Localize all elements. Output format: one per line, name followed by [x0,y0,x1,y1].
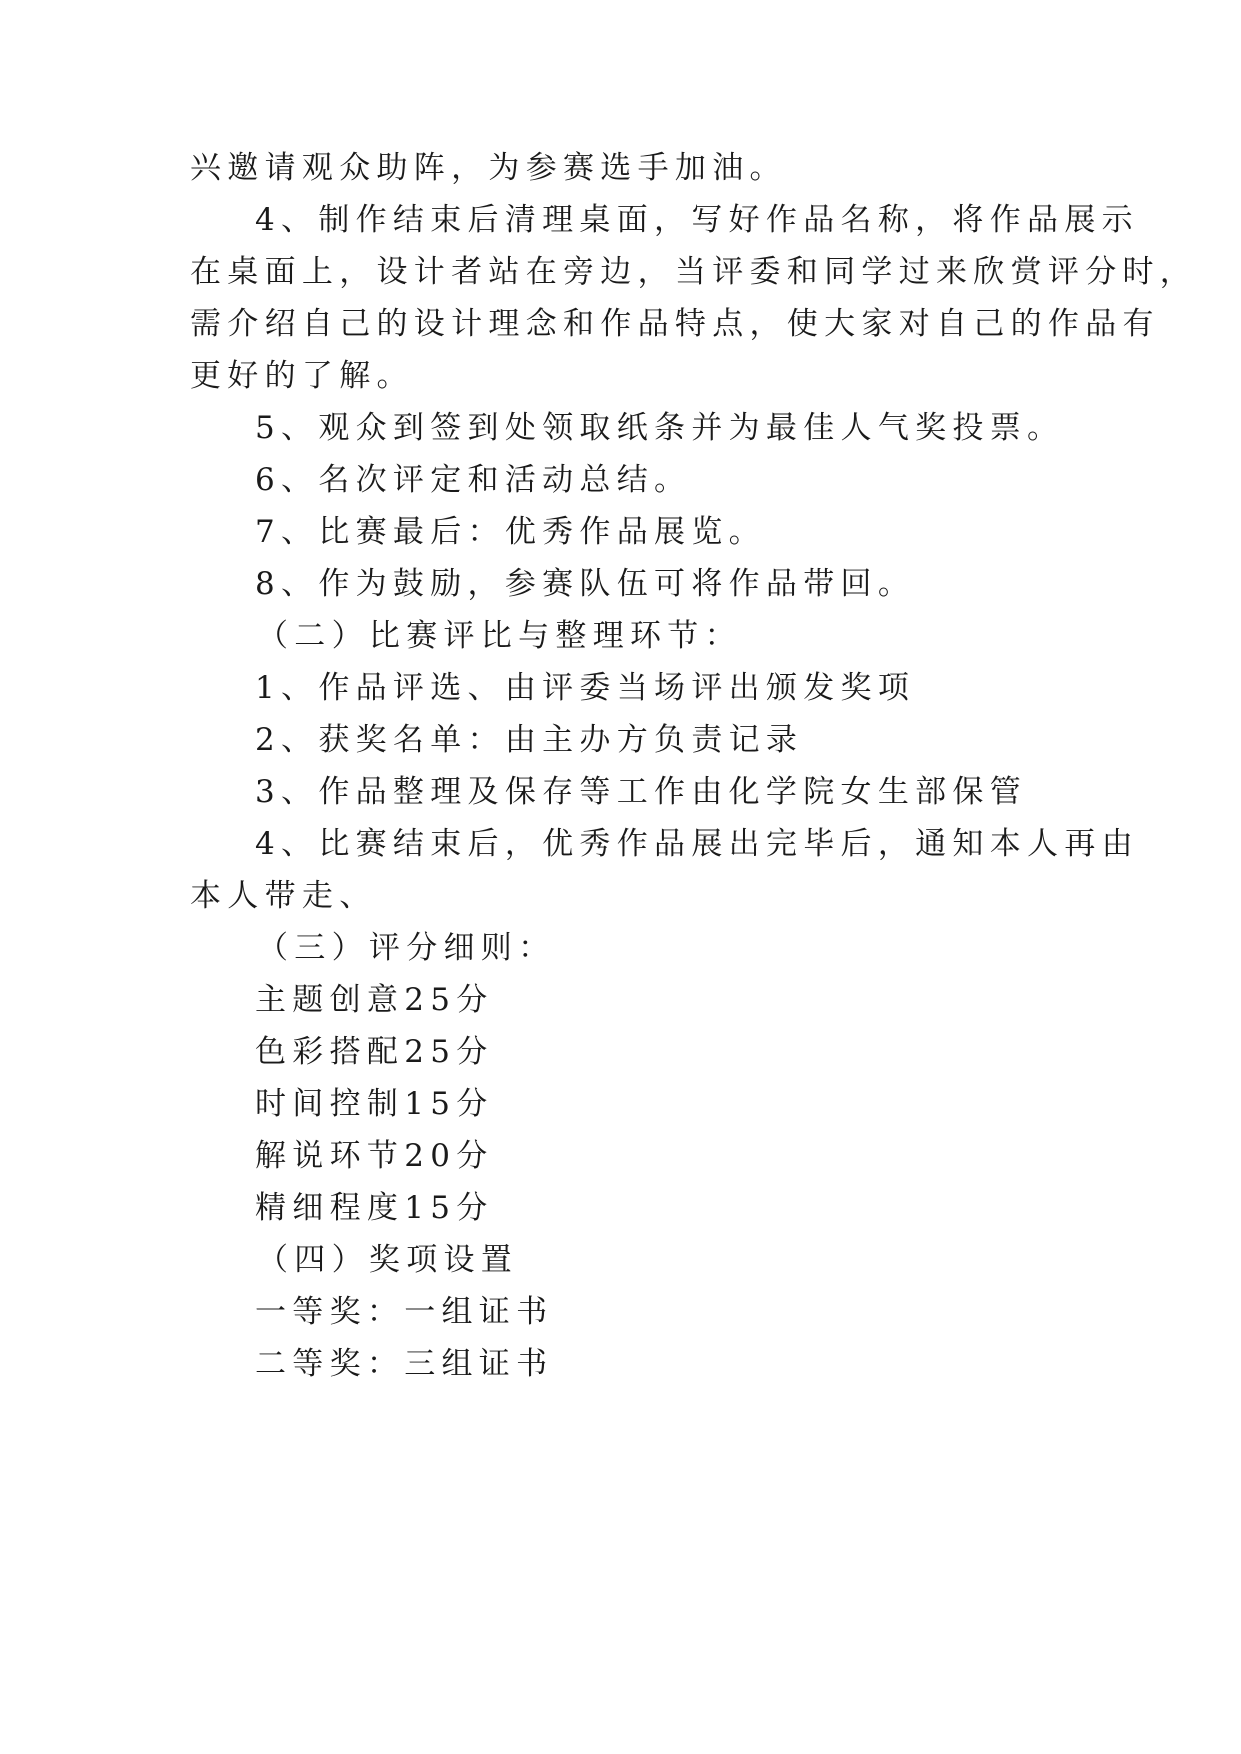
text-line: 本人带走、 [190,878,377,914]
text-line: 3、作品整理及保存等工作由化学院女生部保管 [255,774,1028,810]
scoring-item: 主题创意25分 [255,982,494,1018]
text-line: 6、名次评定和活动总结。 [255,462,692,498]
text-line: 兴邀请观众助阵，为参赛选手加油。 [190,150,787,186]
scoring-item: 时间控制15分 [255,1086,494,1122]
text-line: 更好的了解。 [190,358,414,394]
text-line: 在桌面上，设计者站在旁边，当评委和同学过来欣赏评分时， [190,254,1198,290]
text-line: 2、获奖名单：由主办方负责记录 [255,722,804,758]
text-line: 5、观众到签到处领取纸条并为最佳人气奖投票。 [255,410,1065,446]
section-heading: （四）奖项设置 [257,1242,519,1278]
scoring-item: 解说环节20分 [255,1138,494,1174]
text-line: 4、制作结束后清理桌面，写好作品名称，将作品展示 [255,202,1139,238]
text-line: 1、作品评选、由评委当场评出颁发奖项 [255,670,916,706]
scoring-item: 精细程度15分 [255,1190,494,1226]
text-line: 4、比赛结束后，优秀作品展出完毕后，通知本人再由 [255,826,1139,862]
scoring-item: 色彩搭配25分 [255,1034,494,1070]
award-item: 一等奖：一组证书 [255,1294,554,1330]
text-line: 8、作为鼓励，参赛队伍可将作品带回。 [255,566,916,602]
award-item: 二等奖：三组证书 [255,1346,554,1382]
text-line: 需介绍自己的设计理念和作品特点，使大家对自己的作品有 [190,306,1160,342]
section-heading: （三）评分细则： [257,930,556,966]
text-line: 7、比赛最后：优秀作品展览。 [255,514,766,550]
section-heading: （二）比赛评比与整理环节： [257,618,742,654]
